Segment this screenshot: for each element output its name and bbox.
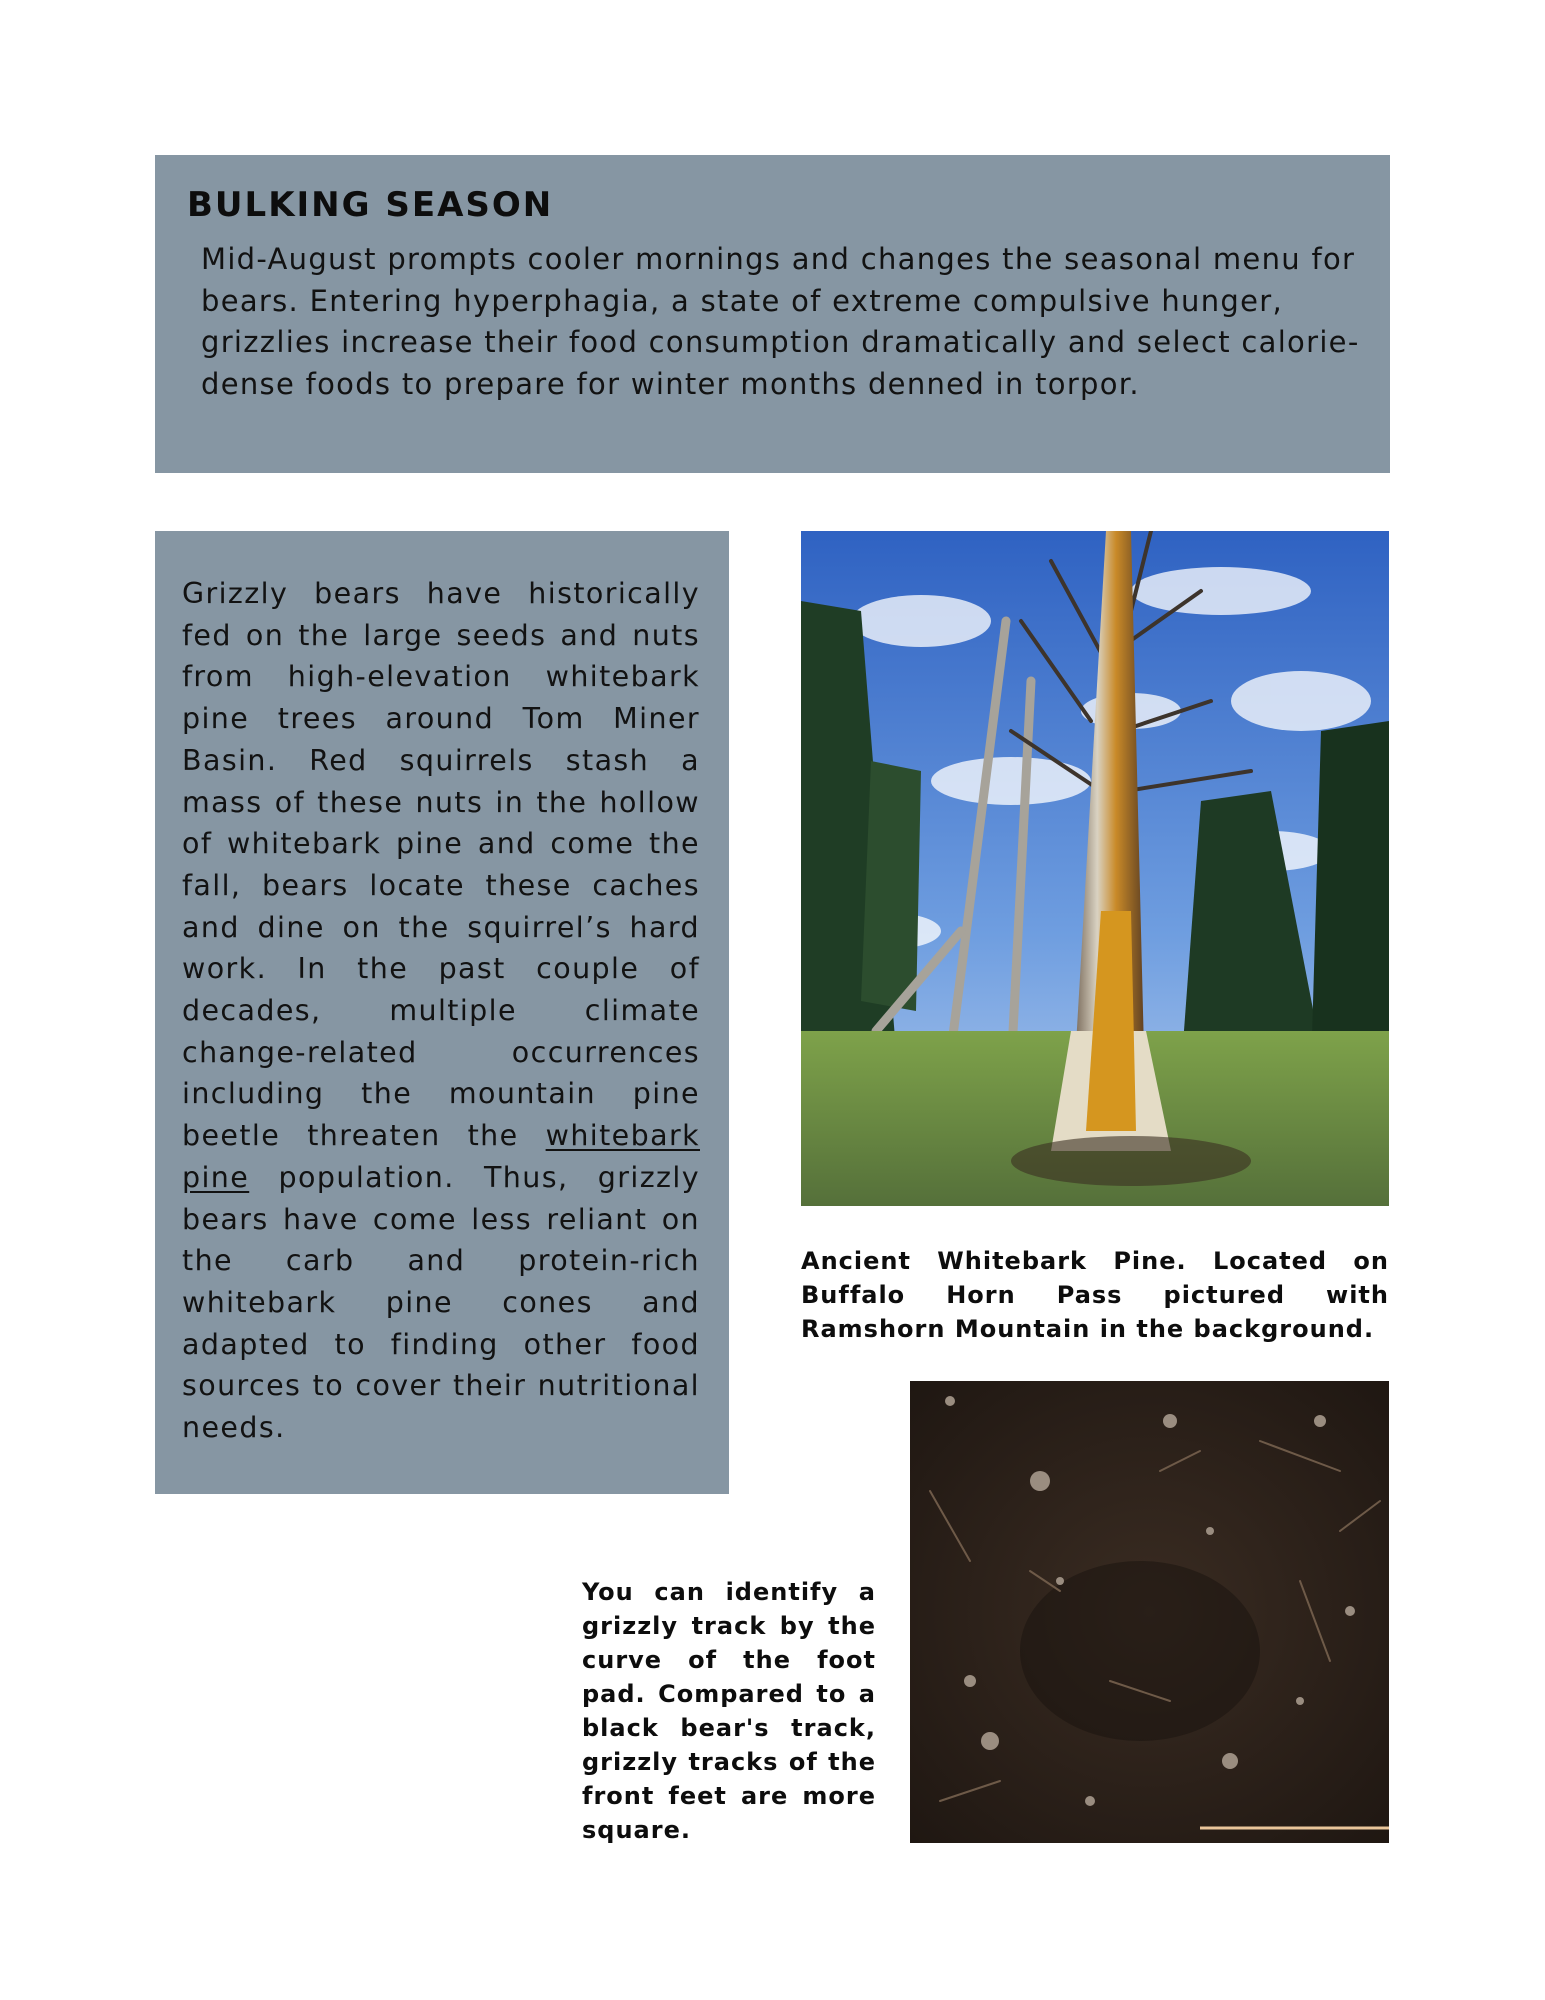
- section-title: BULKING SEASON: [187, 185, 554, 225]
- track-photo-caption: You can identify a grizzly track by the curve of the foot pad. Compared to a black bear's track, grizzly tracks of the front feet are more square.: [582, 1578, 876, 1844]
- article-paragraph: [182, 573, 700, 1449]
- intro-panel: [155, 155, 1390, 473]
- whitebark-pine-link[interactable]: whitebark pine: [182, 1119, 700, 1194]
- whitebark-pine-photo: [801, 531, 1389, 1206]
- grizzly-track-photo: [910, 1381, 1389, 1843]
- article-panel: [155, 531, 729, 1494]
- article-text-start: Grizzly bears have historically fed on the large seeds and nuts from high-elevation whitebark pine trees around Tom Miner Basin. Red squirrels stash a mass of these nuts in the hollow of whitebark pine and come the fall, bears locate these caches and dine on the squirrel’s hard work. In the past couple of decades, multiple climate change-related occurrences including the mountain pine beetle threaten the: [182, 577, 700, 1153]
- intro-paragraph: Mid-August prompts cooler mornings and changes the seasonal menu for bears. Entering hyperphagia, a state of extreme compulsive hunger, grizzlies increase their food consumption dramatically and select calorie-dense foods to prepare for winter months denned in torpor.: [201, 242, 1360, 401]
- article-text-end: population. Thus, grizzly bears have come less reliant on the carb and protein-rich whitebark pine cones and adapted to finding other food sources to cover their nutritional needs.: [182, 1160, 700, 1445]
- pine-photo-caption: Ancient Whitebark Pine. Located on Buffalo Horn Pass pictured with Ramshorn Mountain in the background.: [801, 1247, 1389, 1343]
